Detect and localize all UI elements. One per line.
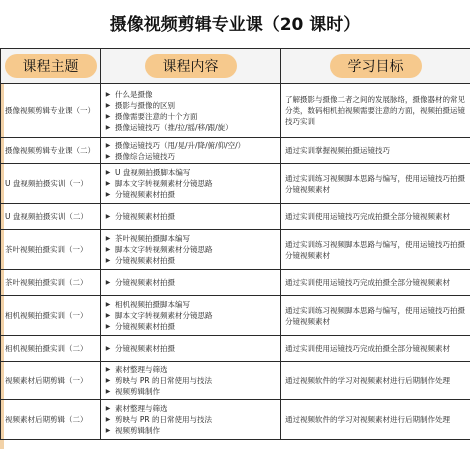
list-item xyxy=(105,299,276,310)
list-item-text: 分镜视频素材拍摄 xyxy=(115,212,175,221)
list-item-text: 剪映与 PR 的日常使用与技法 xyxy=(115,376,213,385)
bullet-arrow-icon: ▶ xyxy=(105,427,111,434)
learning-goal: 通过实训使用运镜技巧完成拍摄全部分镜视频素材 xyxy=(281,204,470,230)
header-goal-cell xyxy=(281,49,470,84)
bullet-arrow-icon: ▶ xyxy=(105,191,111,198)
list-item xyxy=(105,277,276,288)
list-item-text: 脚本文字转视频素材分镜思路 xyxy=(115,311,213,320)
table-row xyxy=(1,362,470,400)
list-item xyxy=(105,386,276,397)
list-item-text: 摄像运镜技巧（甩/晃/升/降/俯/仰/空/） xyxy=(115,140,246,150)
content-list xyxy=(105,343,276,354)
course-content xyxy=(101,362,281,400)
table-row xyxy=(1,84,470,138)
table-row xyxy=(1,204,470,230)
bullet-arrow-icon: ▶ xyxy=(105,123,111,131)
header-content-cell xyxy=(101,49,281,84)
course-content xyxy=(101,138,281,164)
list-item xyxy=(105,151,276,162)
list-item-text: 什么是摄像 xyxy=(115,89,153,99)
bullet-arrow-icon: ▶ xyxy=(105,323,111,330)
page-title: 摄像视频剪辑专业课（20 课时） xyxy=(109,14,361,35)
bullet-arrow-icon: ▶ xyxy=(105,345,111,352)
course-content xyxy=(101,400,281,440)
learning-goal: 通过实训练习视频脚本思路与编写，使用运镜技巧拍摄分镜视频素材 xyxy=(281,164,470,204)
content-list xyxy=(105,233,276,266)
table-row xyxy=(1,230,470,270)
table-header-row xyxy=(1,49,470,84)
course-table xyxy=(0,48,470,440)
course-topic: 相机视频拍摄实训（一） xyxy=(1,296,101,336)
list-item-text: 剪映与 PR 的日常使用与技法 xyxy=(115,415,213,424)
learning-goal: 通过实训使用运镜技巧完成拍摄全部分镜视频素材 xyxy=(281,270,470,296)
bullet-arrow-icon: ▶ xyxy=(105,257,111,264)
course-content xyxy=(101,336,281,362)
header-topic-cell xyxy=(1,49,101,84)
table-row xyxy=(1,164,470,204)
bullet-arrow-icon: ▶ xyxy=(105,141,111,149)
list-item-text: 摄像综合运镜技巧 xyxy=(115,151,175,161)
list-item-text: 相机视频拍摄脚本编写 xyxy=(115,300,190,309)
content-list xyxy=(105,211,276,222)
content-list xyxy=(105,167,276,200)
list-item-text: 分镜视频素材拍摄 xyxy=(115,256,175,265)
list-item-text: 视频剪辑制作 xyxy=(115,426,160,435)
content-list xyxy=(105,364,276,397)
list-item-text: 分镜视频素材拍摄 xyxy=(115,278,175,287)
list-item-text: 视频剪辑制作 xyxy=(115,387,160,396)
list-item xyxy=(105,189,276,200)
table-row xyxy=(1,270,470,296)
list-item xyxy=(105,167,276,178)
list-item xyxy=(105,343,276,354)
bullet-arrow-icon: ▶ xyxy=(105,90,111,98)
course-topic: U 盘视频拍摄实训（二） xyxy=(1,204,101,230)
list-item-text: 脚本文字转视频素材分镜思路 xyxy=(115,245,213,254)
bullet-arrow-icon: ▶ xyxy=(105,152,111,160)
table-row xyxy=(1,138,470,164)
course-topic: 视频素材后期剪辑（一） xyxy=(1,362,101,400)
learning-goal: 通过视频软件的学习对视频素材进行后期制作处理 xyxy=(281,362,470,400)
list-item xyxy=(105,321,276,332)
header-topic: 课程主题 xyxy=(5,54,97,78)
list-item xyxy=(105,233,276,244)
list-item-text: 摄影与摄像的区别 xyxy=(115,100,175,110)
course-topic: 相机视频拍摄实训（二） xyxy=(1,336,101,362)
course-content xyxy=(101,84,281,138)
bullet-arrow-icon: ▶ xyxy=(105,366,111,373)
list-item xyxy=(105,364,276,375)
content-list xyxy=(105,299,276,332)
list-item-text: 素材整理与筛选 xyxy=(115,404,168,413)
list-item-text: 脚本文字转视频素材分镜思路 xyxy=(115,179,213,188)
bullet-arrow-icon: ▶ xyxy=(105,169,111,176)
header-content: 课程内容 xyxy=(145,54,237,78)
learning-goal: 通过实训掌握视频拍摄运镜技巧 xyxy=(281,138,470,164)
content-list xyxy=(105,403,276,436)
table-row xyxy=(1,296,470,336)
bullet-arrow-icon: ▶ xyxy=(105,416,111,423)
course-content xyxy=(101,204,281,230)
bullet-arrow-icon: ▶ xyxy=(105,246,111,253)
list-item-text: U 盘视频拍摄脚本编写 xyxy=(115,168,191,177)
course-content xyxy=(101,164,281,204)
course-content xyxy=(101,230,281,270)
bullet-arrow-icon: ▶ xyxy=(105,279,111,286)
table-row xyxy=(1,400,470,440)
list-item-text: 茶叶视频拍摄脚本编写 xyxy=(115,234,190,243)
list-item-text: 分镜视频素材拍摄 xyxy=(115,190,175,199)
list-item xyxy=(105,89,276,100)
learning-goal: 通过实训使用运镜技巧完成拍摄全部分镜视频素材 xyxy=(281,336,470,362)
list-item-text: 素材整理与筛选 xyxy=(115,365,168,374)
bullet-arrow-icon: ▶ xyxy=(105,213,111,220)
list-item xyxy=(105,255,276,266)
learning-goal: 了解摄影与摄像二者之间的发展脉络，摄像器材的常见分类，数码相机拍视频需要注意的方面，视频拍摄运镜技巧实训 xyxy=(281,84,470,138)
list-item xyxy=(105,403,276,414)
bullet-arrow-icon: ▶ xyxy=(105,405,111,412)
bullet-arrow-icon: ▶ xyxy=(105,180,111,187)
learning-goal: 通过视频软件的学习对视频素材进行后期制作处理 xyxy=(281,400,470,440)
list-item xyxy=(105,425,276,436)
course-content xyxy=(101,296,281,336)
list-item xyxy=(105,244,276,255)
learning-goal: 通过实训练习视频脚本思路与编写，使用运镜技巧拍摄分镜视频素材 xyxy=(281,230,470,270)
bullet-arrow-icon: ▶ xyxy=(105,112,111,120)
bullet-arrow-icon: ▶ xyxy=(105,388,111,395)
table-row xyxy=(1,336,470,362)
bullet-arrow-icon: ▶ xyxy=(105,377,111,384)
bullet-arrow-icon: ▶ xyxy=(105,235,111,242)
list-item xyxy=(105,414,276,425)
list-item xyxy=(105,375,276,386)
list-item xyxy=(105,310,276,321)
list-item xyxy=(105,122,276,133)
course-topic: 摄像视频剪辑专业课（一） xyxy=(1,84,101,138)
table-body xyxy=(1,84,470,440)
course-topic: 摄像视频剪辑专业课（二） xyxy=(1,138,101,164)
list-item xyxy=(105,100,276,111)
course-topic: 茶叶视频拍摄实训（二） xyxy=(1,270,101,296)
course-topic: U 盘视频拍摄实训（一） xyxy=(1,164,101,204)
list-item-text: 分镜视频素材拍摄 xyxy=(115,322,175,331)
course-content xyxy=(101,270,281,296)
list-item-text: 摄像需要注意的十个方面 xyxy=(115,111,198,121)
content-list xyxy=(105,140,276,162)
content-list xyxy=(105,89,276,133)
list-item-text: 摄像运镜技巧（推/拉/摇/移/跟/旋） xyxy=(115,122,233,132)
course-topic: 视频素材后期剪辑（二） xyxy=(1,400,101,440)
header-goal: 学习目标 xyxy=(330,54,422,78)
bullet-arrow-icon: ▶ xyxy=(105,101,111,109)
list-item xyxy=(105,211,276,222)
bullet-arrow-icon: ▶ xyxy=(105,301,111,308)
list-item xyxy=(105,178,276,189)
content-list xyxy=(105,277,276,288)
course-topic: 茶叶视频拍摄实训（一） xyxy=(1,230,101,270)
learning-goal: 通过实训练习视频脚本思路与编写，使用运镜技巧拍摄分镜视频素材 xyxy=(281,296,470,336)
list-item xyxy=(105,111,276,122)
list-item-text: 分镜视频素材拍摄 xyxy=(115,344,175,353)
bullet-arrow-icon: ▶ xyxy=(105,312,111,319)
list-item xyxy=(105,140,276,151)
